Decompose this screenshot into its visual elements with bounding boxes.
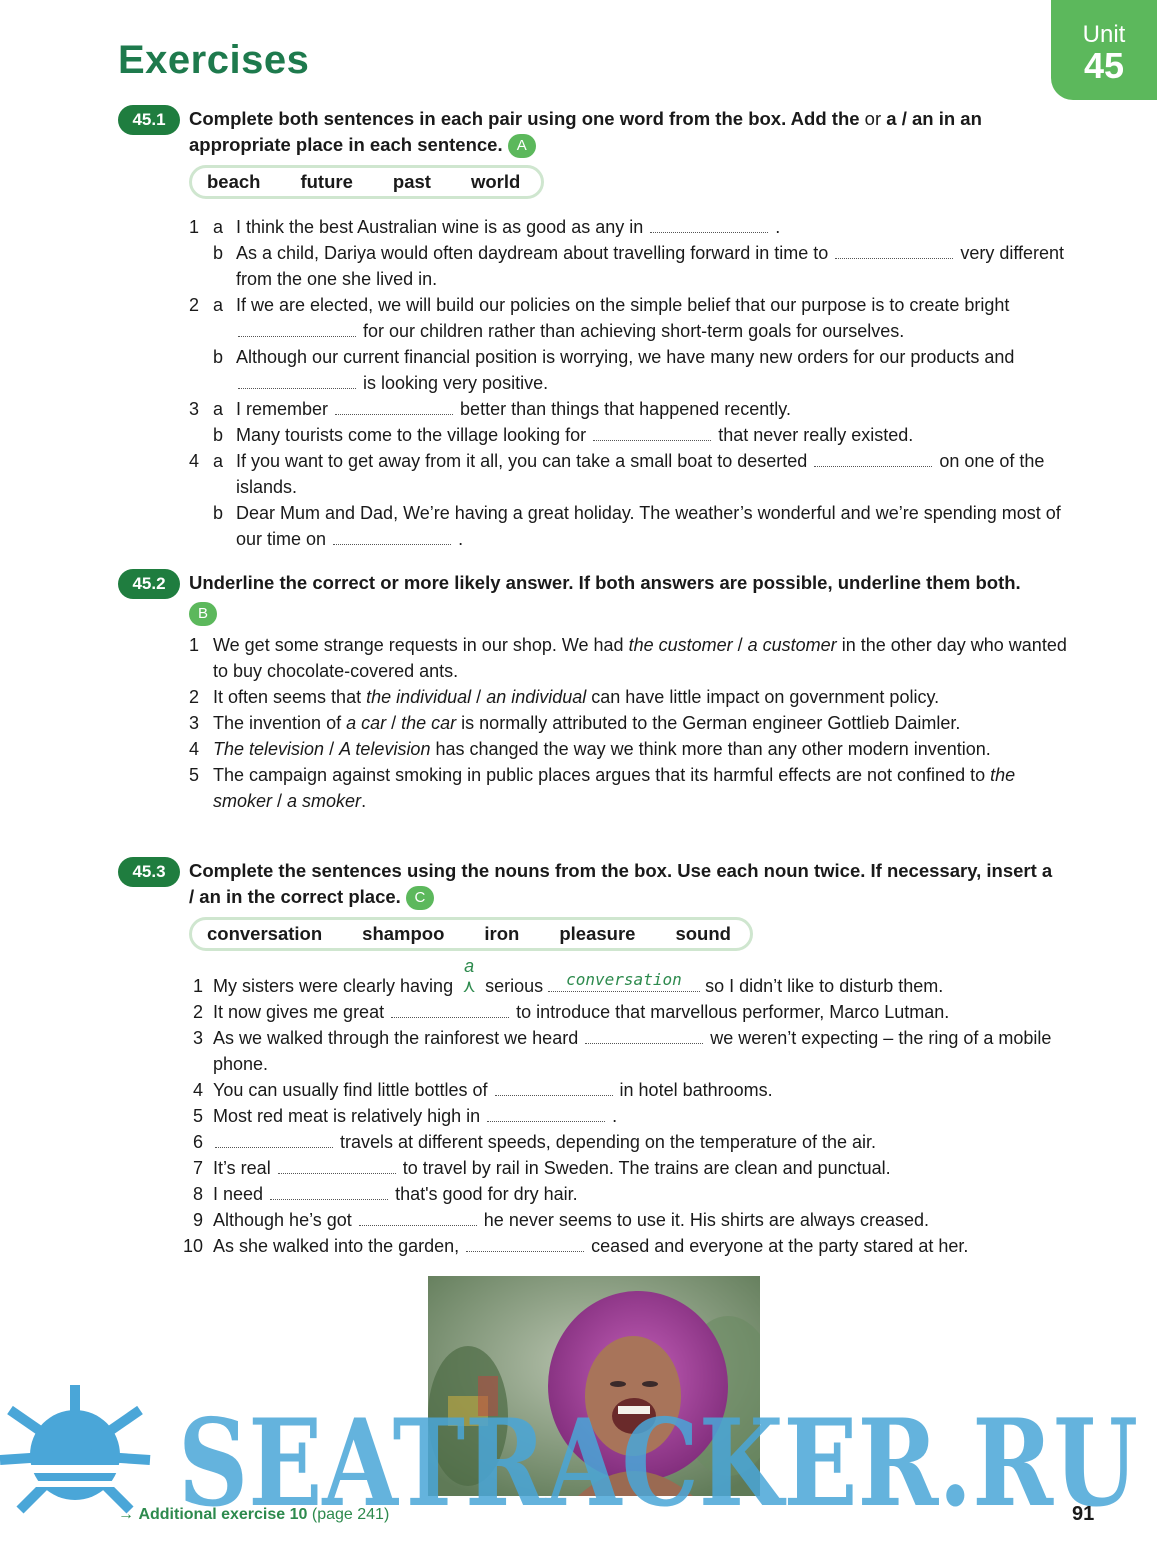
box-word: conversation (207, 923, 323, 944)
item-text: to travel by rail in Sweden. The trains are clean and punctual. (397, 1158, 891, 1178)
page-ref: (page 241) (311, 1506, 390, 1523)
box-word: past (392, 171, 431, 192)
list-item (189, 762, 1069, 814)
box-word: shampoo (362, 923, 445, 944)
option-sep: / (386, 713, 402, 733)
item-number: 4 (192, 1080, 203, 1100)
list-item (189, 1129, 1069, 1155)
item-number: 2 (189, 687, 200, 707)
item-text: to introduce that marvellous performer, Marco Lutman. (511, 1002, 950, 1022)
item-number (189, 500, 213, 552)
handwritten-answer: conversation (566, 970, 682, 989)
item-letter: a (213, 451, 224, 471)
option-b[interactable]: the car (401, 713, 457, 733)
list-item (189, 396, 1069, 422)
item-text: Dear Mum and Dad, We’re having a great holiday. The weather’s wonderful and we’re spending most of our time on (236, 503, 1061, 549)
item-number: 5 (192, 1106, 203, 1126)
answer-blank[interactable] (650, 216, 768, 233)
option-sep: / (272, 791, 288, 811)
item-text: has changed the way we think more than any other modern invention. (430, 739, 991, 759)
answer-blank[interactable] (487, 1105, 605, 1122)
item-text: Although he’s got (213, 1210, 352, 1230)
item-text: that's good for dry hair. (390, 1184, 578, 1204)
item-number: 3 (189, 399, 200, 419)
exercise-badge-45-3: 45.3 (118, 857, 180, 887)
item-text: . (361, 791, 367, 811)
item-text: in the other day who wanted to buy chocolate-covered ants. (213, 635, 1067, 681)
link-text: Additional exercise 10 (138, 1506, 308, 1523)
answer-blank[interactable] (278, 1157, 396, 1174)
list-item (189, 1025, 1069, 1077)
exercise-45-2-instructions (189, 570, 1059, 626)
option-b[interactable]: an individual (486, 687, 587, 707)
unit-number: 45 (1083, 45, 1125, 86)
item-text: very different from the one she lived in. (236, 243, 1065, 289)
item-text: It now gives me great (213, 1002, 385, 1022)
example-item (189, 956, 1069, 999)
list-item (189, 344, 1069, 396)
list-item (189, 422, 1069, 448)
answer-blank[interactable] (333, 528, 451, 545)
list-item (189, 500, 1069, 552)
additional-exercise-link[interactable] (118, 1506, 389, 1524)
box-word: future (300, 171, 353, 192)
instr-text: in the correct place. (220, 886, 401, 907)
list-item (189, 292, 1069, 344)
instr-text: Complete the sentences using the nouns from the box. Use each noun twice. If necessary, insert (189, 860, 1042, 881)
item-text: You can usually find little bottles of (213, 1080, 488, 1100)
list-item (189, 214, 1069, 240)
item-text: As she walked into the garden, (213, 1236, 460, 1256)
exercise-45-3-instructions (189, 858, 1059, 910)
option-sep: / (471, 687, 487, 707)
option-a[interactable]: the individual (366, 687, 472, 707)
item-text: The campaign against smoking in public places argues that its harmful effects are not confined to (213, 765, 991, 785)
option-b[interactable]: a customer (747, 635, 837, 655)
exercise-45-3-items (182, 956, 1069, 1259)
answer-blank[interactable] (391, 1001, 509, 1018)
item-letter: b (213, 243, 224, 263)
exercise-45-1-items (189, 214, 1069, 552)
item-text: If you want to get away from it all, you can take a small boat to deserted (236, 451, 808, 471)
grammar-ref-b[interactable]: B (189, 602, 217, 626)
option-a[interactable]: the customer (628, 635, 733, 655)
answer-blank[interactable] (359, 1209, 477, 1226)
item-text: If we are elected, we will build our policies on the simple belief that our purpose is to create bright (236, 295, 1010, 315)
answer-blank[interactable] (495, 1079, 613, 1096)
list-item (182, 1233, 1069, 1259)
option-a[interactable]: The television (213, 739, 325, 759)
item-text: is looking very positive. (358, 373, 549, 393)
item-text: so I didn’t like to disturb them. (700, 976, 944, 996)
list-item (189, 1077, 1069, 1103)
instr-text: the (831, 108, 860, 129)
item-number: 5 (189, 765, 200, 785)
list-item (189, 448, 1069, 500)
inserted-article: a (464, 956, 475, 976)
answer-blank[interactable] (593, 424, 711, 441)
item-text: Although our current financial position is worrying, we have many new orders for our products and (236, 347, 1015, 367)
item-letter: b (213, 425, 224, 445)
option-sep: / (732, 635, 748, 655)
item-text: Many tourists come to the village looking for (236, 425, 587, 445)
item-number: 4 (189, 451, 200, 471)
list-item (189, 1155, 1069, 1181)
list-item (189, 1181, 1069, 1207)
item-text: I need (213, 1184, 264, 1204)
instr-text: Underline the correct or more likely answer. If both answers are possible, underline them both. (189, 572, 1021, 593)
unit-tab (1051, 0, 1157, 100)
exercise-45-2-items (189, 632, 1069, 814)
insert-caret: a ⋏ (458, 973, 480, 999)
item-text: Most red meat is relatively high in (213, 1106, 481, 1126)
instr-text: or (859, 108, 887, 129)
instr-text: Complete both sentences in each pair using one word from the box. Add (189, 108, 832, 129)
page-title: Exercises (118, 38, 310, 82)
item-text: travels at different speeds, depending on the temperature of the air. (335, 1132, 877, 1152)
answer-blank[interactable] (238, 320, 356, 337)
item-number: 10 (182, 1236, 203, 1256)
item-text: better than things that happened recently. (455, 399, 791, 419)
item-text: he never seems to use it. His shirts are always creased. (478, 1210, 929, 1230)
item-text: It’s real (213, 1158, 271, 1178)
box-word: beach (207, 171, 261, 192)
item-text: for our children rather than achieving short-term goals for ourselves. (358, 321, 905, 341)
answer-blank[interactable] (585, 1027, 703, 1044)
item-text: . (770, 217, 781, 237)
instr-text: in an appropriate place in each sentence. (189, 108, 982, 155)
box-word: world (470, 171, 521, 192)
item-letter: a (213, 217, 224, 237)
grammar-ref-c[interactable]: C (406, 886, 434, 910)
answer-blank[interactable] (215, 1131, 333, 1148)
instr-text: a / an (189, 860, 1053, 907)
item-text: . (607, 1106, 618, 1126)
item-text: is normally attributed to the German engineer Gottlieb Daimler. (456, 713, 961, 733)
box-word: iron (484, 923, 520, 944)
item-text: on one of the islands. (236, 451, 1045, 497)
answer-blank[interactable] (814, 450, 932, 467)
sun-logo (0, 1385, 170, 1510)
list-item (189, 710, 1069, 736)
item-text: can have little impact on government policy. (586, 687, 940, 707)
item-text: We get some strange requests in our shop. We had (213, 635, 629, 655)
exercise-45-1-instructions (189, 106, 1059, 158)
arrow-icon: → (118, 1506, 134, 1523)
list-item (189, 632, 1069, 684)
item-text: . (453, 529, 464, 549)
item-letter: a (213, 295, 224, 315)
item-number: 7 (192, 1158, 203, 1178)
item-number: 2 (192, 1002, 203, 1022)
list-item (189, 1207, 1069, 1233)
item-number: 2 (189, 295, 200, 315)
item-letter: b (213, 347, 224, 367)
item-text: we weren’t expecting – the ring of a mobile phone. (213, 1028, 1052, 1074)
box-word: pleasure (559, 923, 636, 944)
item-letter: a (213, 399, 224, 419)
option-b[interactable]: a smoker (287, 791, 362, 811)
list-item (189, 240, 1069, 292)
item-text: As we walked through the rainforest we heard (213, 1028, 579, 1048)
option-b[interactable]: A television (339, 739, 431, 759)
item-number (189, 240, 213, 292)
item-number: 1 (189, 217, 200, 237)
answer-blank[interactable] (270, 1183, 388, 1200)
item-text: that never really existed. (713, 425, 914, 445)
answer-blank[interactable] (335, 398, 453, 415)
item-number: 1 (192, 976, 203, 996)
exercise-badge-45-1: 45.1 (118, 105, 180, 135)
item-text: ceased and everyone at the party stared at her. (586, 1236, 969, 1256)
exercise-badge-45-2: 45.2 (118, 569, 180, 599)
instr-text: a / an (886, 108, 934, 129)
item-text: The invention of (213, 713, 347, 733)
item-text: in hotel bathrooms. (614, 1080, 773, 1100)
answer-blank[interactable] (835, 242, 953, 259)
item-letter: b (213, 503, 224, 523)
item-number: 8 (192, 1184, 203, 1204)
list-item (189, 684, 1069, 710)
option-a[interactable]: the smoker (213, 765, 1016, 811)
item-number: 9 (192, 1210, 203, 1230)
item-number: 3 (192, 1028, 203, 1048)
box-word: sound (675, 923, 731, 944)
item-text: serious (480, 976, 549, 996)
item-text: My sisters were clearly having (213, 976, 454, 996)
option-a[interactable]: a car (346, 713, 387, 733)
item-text: I think the best Australian wine is as good as any in (236, 217, 644, 237)
item-text: I remember (236, 399, 329, 419)
unit-label: Unit (1082, 21, 1126, 48)
item-number: 6 (192, 1132, 203, 1152)
option-sep: / (324, 739, 340, 759)
item-number (189, 344, 213, 396)
item-number: 3 (189, 713, 200, 733)
item-text: It often seems that (213, 687, 367, 707)
answer-blank[interactable] (466, 1235, 584, 1252)
list-item (189, 1103, 1069, 1129)
list-item (189, 736, 1069, 762)
answer-blank[interactable] (548, 970, 700, 992)
watermark-text: SEATRACKER.RU (178, 1393, 1138, 1534)
item-number: 4 (189, 739, 200, 759)
grammar-ref-a[interactable]: A (508, 134, 536, 158)
item-text: As a child, Dariya would often daydream about travelling forward in time to (236, 243, 829, 263)
item-number (189, 422, 213, 448)
answer-blank[interactable] (238, 372, 356, 389)
list-item (189, 999, 1069, 1025)
word-box-45-1 (189, 165, 544, 199)
item-number: 1 (189, 635, 200, 655)
page-number: 91 (1072, 1503, 1095, 1525)
word-box-45-3 (189, 917, 753, 951)
